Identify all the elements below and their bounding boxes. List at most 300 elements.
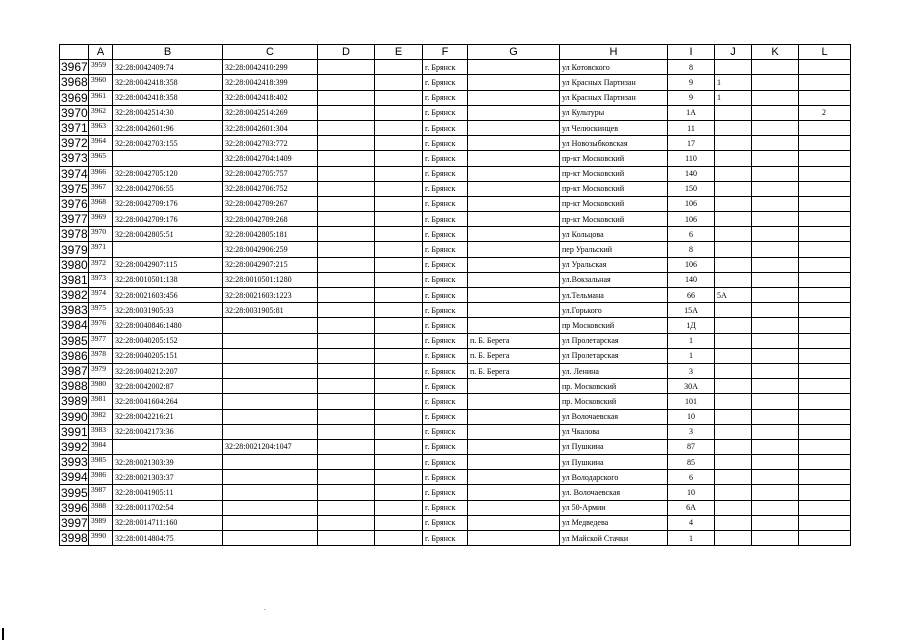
cell-h[interactable]: ул Красных Партизан	[560, 90, 668, 105]
cell-i[interactable]: 1Д	[668, 318, 715, 333]
cell-g[interactable]	[468, 90, 560, 105]
cell-j[interactable]	[715, 424, 752, 439]
cell-f[interactable]: г. Брянск	[423, 500, 468, 515]
cell-e[interactable]	[375, 500, 423, 515]
cell-l[interactable]	[799, 379, 851, 394]
cell-h[interactable]: ул Новозыбковская	[560, 136, 668, 151]
cell-f[interactable]: г. Брянск	[423, 303, 468, 318]
cell-e[interactable]	[375, 272, 423, 287]
row-number[interactable]: 3967	[61, 60, 88, 75]
cell-f[interactable]: г. Брянск	[423, 212, 468, 227]
cell-a[interactable]: 3973	[89, 272, 113, 287]
cell-f[interactable]: г. Брянск	[423, 333, 468, 348]
cell-e[interactable]	[375, 485, 423, 500]
cell-f[interactable]: г. Брянск	[423, 288, 468, 303]
cell-i[interactable]: 140	[668, 166, 715, 181]
cell-d[interactable]	[318, 60, 375, 75]
cell-j[interactable]	[715, 212, 752, 227]
cell-g[interactable]	[468, 227, 560, 242]
cell-g[interactable]	[468, 166, 560, 181]
cell-l[interactable]	[799, 166, 851, 181]
cell-j[interactable]	[715, 531, 752, 546]
cell-c[interactable]	[223, 409, 318, 424]
cell-b[interactable]: 32:28:0042601:96	[113, 120, 223, 135]
cell-l[interactable]	[799, 500, 851, 515]
cell-b[interactable]: 32:28:0042418:358	[113, 90, 223, 105]
cell-d[interactable]	[318, 333, 375, 348]
cell-j[interactable]	[715, 455, 752, 470]
cell-h[interactable]: ул Пушкина	[560, 455, 668, 470]
cell-d[interactable]	[318, 409, 375, 424]
cell-l[interactable]	[799, 303, 851, 318]
cell-j[interactable]	[715, 470, 752, 485]
row-number[interactable]: 3996	[61, 500, 88, 515]
cell-g[interactable]	[468, 75, 560, 90]
cell-d[interactable]	[318, 439, 375, 454]
cell-f[interactable]: г. Брянск	[423, 470, 468, 485]
cell-e[interactable]	[375, 531, 423, 546]
cell-d[interactable]	[318, 212, 375, 227]
cell-j[interactable]	[715, 379, 752, 394]
cell-c[interactable]	[223, 424, 318, 439]
cell-g[interactable]	[468, 212, 560, 227]
cell-f[interactable]: г. Брянск	[423, 485, 468, 500]
cell-j[interactable]	[715, 136, 752, 151]
cell-i[interactable]: 9	[668, 90, 715, 105]
cell-i[interactable]: 87	[668, 439, 715, 454]
cell-k[interactable]	[752, 90, 799, 105]
cell-e[interactable]	[375, 166, 423, 181]
cell-k[interactable]	[752, 439, 799, 454]
cell-i[interactable]: 1	[668, 348, 715, 363]
row-number[interactable]: 3980	[61, 257, 88, 272]
cell-i[interactable]: 8	[668, 242, 715, 257]
cell-l[interactable]	[799, 90, 851, 105]
cell-h[interactable]: ул Кольцова	[560, 227, 668, 242]
cell-h[interactable]: пр-кт Московский	[560, 151, 668, 166]
cell-j[interactable]	[715, 242, 752, 257]
cell-a[interactable]: 3959	[89, 60, 113, 75]
cell-a[interactable]: 3988	[89, 500, 113, 515]
cell-g[interactable]: п. Б. Берега	[468, 333, 560, 348]
cell-d[interactable]	[318, 151, 375, 166]
cell-b[interactable]: 32:28:0042002:87	[113, 379, 223, 394]
cell-i[interactable]: 10	[668, 409, 715, 424]
cell-j[interactable]	[715, 227, 752, 242]
cell-l[interactable]	[799, 348, 851, 363]
cell-g[interactable]	[468, 288, 560, 303]
cell-d[interactable]	[318, 531, 375, 546]
cell-l[interactable]	[799, 333, 851, 348]
row-number[interactable]: 3983	[61, 303, 88, 318]
cell-h[interactable]: ул.Тельмана	[560, 288, 668, 303]
cell-f[interactable]: г. Брянск	[423, 166, 468, 181]
cell-g[interactable]	[468, 272, 560, 287]
cell-g[interactable]: п. Б. Берега	[468, 363, 560, 378]
cell-j[interactable]	[715, 166, 752, 181]
cell-g[interactable]	[468, 424, 560, 439]
cell-l[interactable]	[799, 288, 851, 303]
cell-f[interactable]: г. Брянск	[423, 272, 468, 287]
cell-f[interactable]: г. Брянск	[423, 409, 468, 424]
cell-a[interactable]: 3970	[89, 227, 113, 242]
cell-h[interactable]: ул Володарского	[560, 470, 668, 485]
cell-g[interactable]	[468, 439, 560, 454]
cell-k[interactable]	[752, 455, 799, 470]
cell-b[interactable]	[113, 151, 223, 166]
row-number[interactable]: 3990	[61, 409, 88, 424]
cell-l[interactable]	[799, 257, 851, 272]
cell-c[interactable]	[223, 318, 318, 333]
cell-h[interactable]: ул Красных Партизан	[560, 75, 668, 90]
cell-e[interactable]	[375, 242, 423, 257]
cell-f[interactable]: г. Брянск	[423, 531, 468, 546]
cell-d[interactable]	[318, 470, 375, 485]
column-header-g[interactable]: G	[468, 45, 560, 60]
cell-h[interactable]: ул Котовского	[560, 60, 668, 75]
corner-header-cell[interactable]	[60, 45, 89, 60]
cell-a[interactable]: 3984	[89, 439, 113, 454]
cell-l[interactable]	[799, 196, 851, 211]
cell-b[interactable]: 32:28:0011702:54	[113, 500, 223, 515]
cell-c[interactable]: 32:28:0042418:402	[223, 90, 318, 105]
cell-l[interactable]	[799, 242, 851, 257]
cell-h[interactable]: ул.Вокзальная	[560, 272, 668, 287]
cell-h[interactable]: ул Пушкина	[560, 439, 668, 454]
cell-e[interactable]	[375, 318, 423, 333]
cell-d[interactable]	[318, 120, 375, 135]
cell-e[interactable]	[375, 60, 423, 75]
cell-l[interactable]	[799, 227, 851, 242]
cell-g[interactable]	[468, 531, 560, 546]
cell-k[interactable]	[752, 318, 799, 333]
cell-j[interactable]	[715, 409, 752, 424]
cell-l[interactable]	[799, 60, 851, 75]
cell-d[interactable]	[318, 288, 375, 303]
cell-k[interactable]	[752, 242, 799, 257]
cell-k[interactable]	[752, 363, 799, 378]
column-header-f[interactable]: F	[423, 45, 468, 60]
cell-k[interactable]	[752, 136, 799, 151]
cell-h[interactable]: ул Чкалова	[560, 424, 668, 439]
cell-i[interactable]: 1	[668, 333, 715, 348]
cell-k[interactable]	[752, 500, 799, 515]
cell-k[interactable]	[752, 485, 799, 500]
cell-a[interactable]: 3971	[89, 242, 113, 257]
cell-c[interactable]	[223, 500, 318, 515]
cell-j[interactable]	[715, 105, 752, 120]
row-number[interactable]: 3986	[61, 348, 88, 363]
cell-c[interactable]	[223, 394, 318, 409]
cell-i[interactable]: 106	[668, 196, 715, 211]
cell-b[interactable]: 32:28:0040212:207	[113, 363, 223, 378]
cell-k[interactable]	[752, 348, 799, 363]
cell-i[interactable]: 1	[668, 531, 715, 546]
cell-a[interactable]: 3978	[89, 348, 113, 363]
cell-e[interactable]	[375, 394, 423, 409]
cell-e[interactable]	[375, 303, 423, 318]
cell-c[interactable]	[223, 515, 318, 530]
cell-a[interactable]: 3981	[89, 394, 113, 409]
cell-j[interactable]	[715, 394, 752, 409]
row-number[interactable]: 3992	[61, 439, 88, 454]
cell-k[interactable]	[752, 257, 799, 272]
cell-a[interactable]: 3985	[89, 455, 113, 470]
cell-e[interactable]	[375, 470, 423, 485]
cell-b[interactable]	[113, 242, 223, 257]
cell-i[interactable]: 106	[668, 212, 715, 227]
cell-a[interactable]: 3976	[89, 318, 113, 333]
cell-e[interactable]	[375, 105, 423, 120]
cell-c[interactable]	[223, 333, 318, 348]
cell-g[interactable]: п. Б. Берега	[468, 348, 560, 363]
cell-k[interactable]	[752, 424, 799, 439]
cell-g[interactable]	[468, 485, 560, 500]
cell-e[interactable]	[375, 181, 423, 196]
cell-g[interactable]	[468, 500, 560, 515]
cell-l[interactable]	[799, 318, 851, 333]
cell-b[interactable]: 32:28:0042216:21	[113, 409, 223, 424]
cell-g[interactable]	[468, 181, 560, 196]
cell-j[interactable]	[715, 120, 752, 135]
cell-b[interactable]	[113, 439, 223, 454]
cell-d[interactable]	[318, 500, 375, 515]
row-number[interactable]: 3988	[61, 379, 88, 394]
cell-g[interactable]	[468, 120, 560, 135]
cell-g[interactable]	[468, 379, 560, 394]
cell-b[interactable]: 32:28:0031905:33	[113, 303, 223, 318]
row-number[interactable]: 3971	[61, 121, 88, 136]
cell-b[interactable]: 32:28:0042705:120	[113, 166, 223, 181]
cell-f[interactable]: г. Брянск	[423, 455, 468, 470]
cell-d[interactable]	[318, 363, 375, 378]
cell-f[interactable]: г. Брянск	[423, 515, 468, 530]
cell-i[interactable]: 4	[668, 515, 715, 530]
cell-l[interactable]	[799, 455, 851, 470]
cell-g[interactable]	[468, 151, 560, 166]
cell-a[interactable]: 3986	[89, 470, 113, 485]
column-header-d[interactable]: D	[318, 45, 375, 60]
cell-j[interactable]	[715, 363, 752, 378]
cell-c[interactable]: 32:28:0042514:269	[223, 105, 318, 120]
cell-k[interactable]	[752, 60, 799, 75]
cell-l[interactable]	[799, 439, 851, 454]
cell-k[interactable]	[752, 515, 799, 530]
cell-d[interactable]	[318, 272, 375, 287]
cell-d[interactable]	[318, 136, 375, 151]
row-number[interactable]: 3997	[61, 515, 88, 530]
column-header-c[interactable]: C	[223, 45, 318, 60]
cell-c[interactable]: 32:28:0042706:752	[223, 181, 318, 196]
cell-c[interactable]: 32:28:0042709:268	[223, 212, 318, 227]
cell-g[interactable]	[468, 318, 560, 333]
cell-e[interactable]	[375, 348, 423, 363]
cell-a[interactable]: 3980	[89, 379, 113, 394]
cell-f[interactable]: г. Брянск	[423, 105, 468, 120]
cell-k[interactable]	[752, 409, 799, 424]
cell-b[interactable]: 32:28:0040205:151	[113, 348, 223, 363]
cell-j[interactable]	[715, 196, 752, 211]
cell-f[interactable]: г. Брянск	[423, 242, 468, 257]
cell-c[interactable]: 32:28:0042410:299	[223, 60, 318, 75]
cell-c[interactable]: 32:28:0021603:1223	[223, 288, 318, 303]
row-number[interactable]: 3973	[61, 151, 88, 166]
cell-c[interactable]	[223, 470, 318, 485]
cell-i[interactable]: 15А	[668, 303, 715, 318]
cell-b[interactable]: 32:28:0042709:176	[113, 212, 223, 227]
cell-f[interactable]: г. Брянск	[423, 181, 468, 196]
cell-c[interactable]: 32:28:0042601:304	[223, 120, 318, 135]
cell-i[interactable]: 30А	[668, 379, 715, 394]
row-number[interactable]: 3978	[61, 227, 88, 242]
cell-f[interactable]: г. Брянск	[423, 196, 468, 211]
cell-g[interactable]	[468, 515, 560, 530]
cell-f[interactable]: г. Брянск	[423, 379, 468, 394]
cell-j[interactable]	[715, 500, 752, 515]
cell-a[interactable]: 3961	[89, 90, 113, 105]
cell-d[interactable]	[318, 105, 375, 120]
cell-f[interactable]: г. Брянск	[423, 424, 468, 439]
column-header-e[interactable]: E	[375, 45, 423, 60]
cell-a[interactable]: 3977	[89, 333, 113, 348]
row-number[interactable]: 3998	[61, 531, 88, 546]
cell-c[interactable]: 32:28:0042906:259	[223, 242, 318, 257]
cell-h[interactable]: пр-кт Московский	[560, 166, 668, 181]
row-number[interactable]: 3981	[61, 272, 88, 287]
cell-f[interactable]: г. Брянск	[423, 363, 468, 378]
cell-l[interactable]	[799, 409, 851, 424]
cell-f[interactable]: г. Брянск	[423, 60, 468, 75]
cell-e[interactable]	[375, 75, 423, 90]
cell-b[interactable]: 32:28:0021303:37	[113, 470, 223, 485]
cell-b[interactable]: 32:28:0042514:30	[113, 105, 223, 120]
cell-a[interactable]: 3969	[89, 212, 113, 227]
row-number[interactable]: 3982	[61, 288, 88, 303]
cell-i[interactable]: 110	[668, 151, 715, 166]
cell-e[interactable]	[375, 515, 423, 530]
cell-l[interactable]	[799, 181, 851, 196]
cell-d[interactable]	[318, 318, 375, 333]
cell-a[interactable]: 3962	[89, 105, 113, 120]
cell-e[interactable]	[375, 424, 423, 439]
cell-j[interactable]: 5А	[715, 288, 752, 303]
row-number[interactable]: 3984	[61, 318, 88, 333]
cell-a[interactable]: 3966	[89, 166, 113, 181]
cell-i[interactable]: 8	[668, 60, 715, 75]
cell-h[interactable]: ул.Горького	[560, 303, 668, 318]
cell-j[interactable]	[715, 439, 752, 454]
cell-d[interactable]	[318, 166, 375, 181]
cell-a[interactable]: 3964	[89, 136, 113, 151]
cell-c[interactable]: 32:28:0042418:399	[223, 75, 318, 90]
cell-k[interactable]	[752, 120, 799, 135]
cell-a[interactable]: 3990	[89, 531, 113, 546]
cell-b[interactable]: 32:28:0042409:74	[113, 60, 223, 75]
cell-f[interactable]: г. Брянск	[423, 227, 468, 242]
cell-h[interactable]: ул Медведева	[560, 515, 668, 530]
cell-h[interactable]: ул Майской Стачки	[560, 531, 668, 546]
cell-d[interactable]	[318, 485, 375, 500]
cell-l[interactable]	[799, 120, 851, 135]
cell-b[interactable]: 32:28:0014711:160	[113, 515, 223, 530]
cell-l[interactable]	[799, 485, 851, 500]
cell-k[interactable]	[752, 394, 799, 409]
cell-l[interactable]	[799, 424, 851, 439]
cell-i[interactable]: 66	[668, 288, 715, 303]
cell-h[interactable]: пр Московский	[560, 318, 668, 333]
cell-k[interactable]	[752, 105, 799, 120]
cell-a[interactable]: 3965	[89, 151, 113, 166]
cell-b[interactable]: 32:28:0041604:264	[113, 394, 223, 409]
cell-g[interactable]	[468, 136, 560, 151]
cell-e[interactable]	[375, 363, 423, 378]
cell-a[interactable]: 3979	[89, 363, 113, 378]
cell-b[interactable]: 32:28:0041905:11	[113, 485, 223, 500]
cell-i[interactable]: 10	[668, 485, 715, 500]
cell-d[interactable]	[318, 455, 375, 470]
cell-c[interactable]	[223, 379, 318, 394]
cell-b[interactable]: 32:28:0040846:1480	[113, 318, 223, 333]
cell-h[interactable]: ул 50-Армии	[560, 500, 668, 515]
cell-h[interactable]: пр. Московский	[560, 394, 668, 409]
cell-b[interactable]: 32:28:0021303:39	[113, 455, 223, 470]
cell-i[interactable]: 85	[668, 455, 715, 470]
cell-j[interactable]	[715, 515, 752, 530]
column-header-j[interactable]: J	[715, 45, 752, 60]
cell-a[interactable]: 3983	[89, 424, 113, 439]
column-header-i[interactable]: I	[668, 45, 715, 60]
cell-d[interactable]	[318, 257, 375, 272]
cell-k[interactable]	[752, 470, 799, 485]
cell-d[interactable]	[318, 181, 375, 196]
cell-l[interactable]	[799, 363, 851, 378]
cell-e[interactable]	[375, 151, 423, 166]
cell-i[interactable]: 1А	[668, 105, 715, 120]
cell-b[interactable]: 32:28:0014804:75	[113, 531, 223, 546]
cell-d[interactable]	[318, 424, 375, 439]
cell-c[interactable]	[223, 531, 318, 546]
cell-e[interactable]	[375, 333, 423, 348]
cell-i[interactable]: 106	[668, 257, 715, 272]
cell-a[interactable]: 3974	[89, 288, 113, 303]
cell-g[interactable]	[468, 60, 560, 75]
cell-i[interactable]: 3	[668, 424, 715, 439]
cell-j[interactable]	[715, 318, 752, 333]
cell-e[interactable]	[375, 212, 423, 227]
cell-a[interactable]: 3972	[89, 257, 113, 272]
cell-j[interactable]	[715, 485, 752, 500]
cell-b[interactable]: 32:28:0021603:456	[113, 288, 223, 303]
cell-i[interactable]: 3	[668, 363, 715, 378]
cell-e[interactable]	[375, 439, 423, 454]
row-number[interactable]: 3969	[61, 90, 88, 105]
cell-j[interactable]: 1	[715, 90, 752, 105]
cell-l[interactable]	[799, 212, 851, 227]
column-header-l[interactable]: L	[799, 45, 851, 60]
row-number[interactable]: 3989	[61, 394, 88, 409]
cell-f[interactable]: г. Брянск	[423, 257, 468, 272]
cell-k[interactable]	[752, 379, 799, 394]
cell-f[interactable]: г. Брянск	[423, 120, 468, 135]
row-number[interactable]: 3970	[61, 105, 88, 120]
cell-k[interactable]	[752, 212, 799, 227]
cell-g[interactable]	[468, 105, 560, 120]
cell-g[interactable]	[468, 470, 560, 485]
cell-c[interactable]	[223, 485, 318, 500]
cell-a[interactable]: 3967	[89, 181, 113, 196]
cell-k[interactable]	[752, 151, 799, 166]
cell-c[interactable]: 32:28:0042907:215	[223, 257, 318, 272]
